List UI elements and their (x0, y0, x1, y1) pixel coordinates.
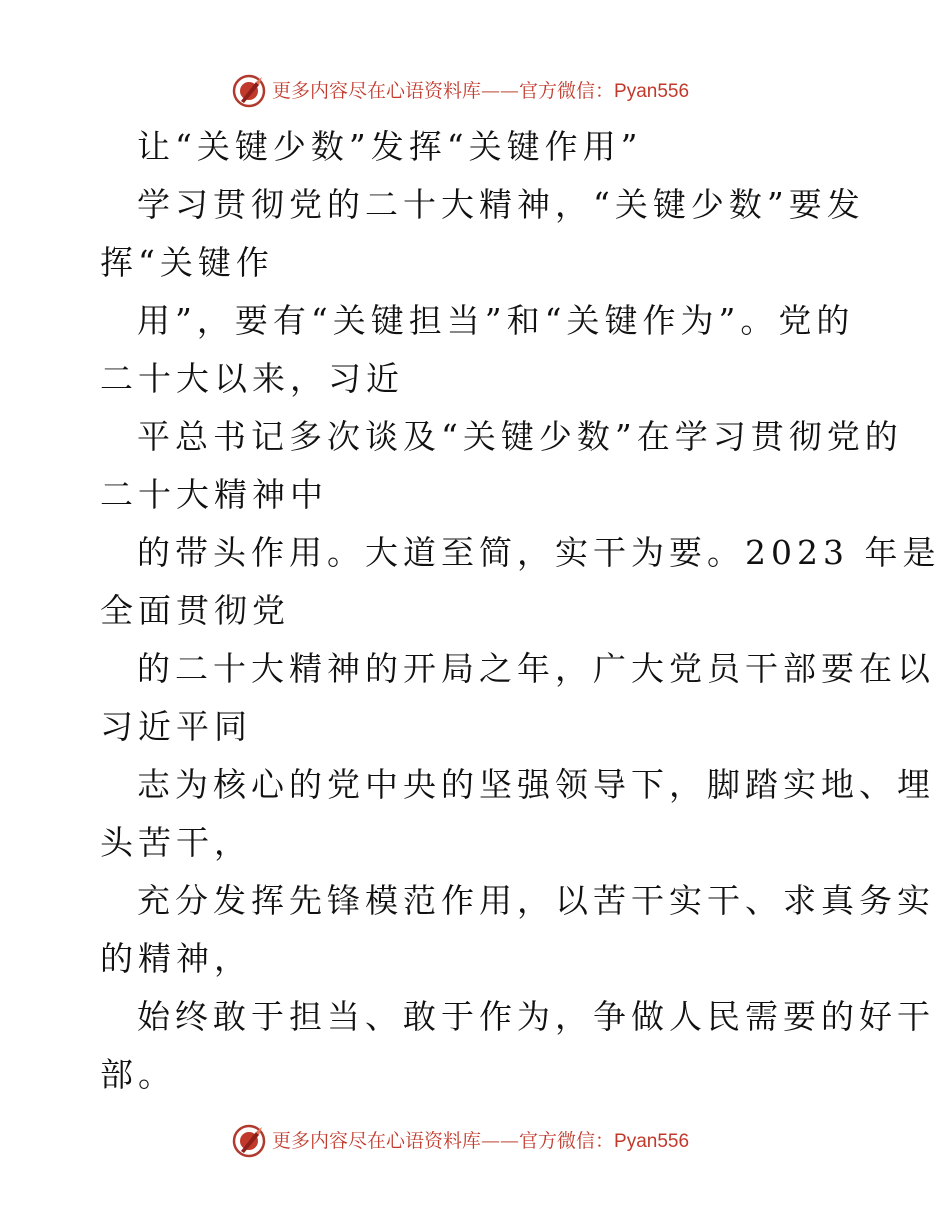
header-banner (0, 72, 950, 112)
paragraph-line: 充分发挥先锋模范作用，以苦干实干、求真务实 (137, 881, 935, 920)
footer-banner (0, 1122, 950, 1162)
paragraph-line: 的精神， (100, 939, 252, 978)
paragraph-line: 志为核心的党中央的坚强领导下，脚踏实地、埋 (137, 765, 935, 804)
paragraph-line: 习近平同 (100, 707, 252, 746)
banner-prefix: 更多内容尽在心语资料库 (272, 80, 482, 102)
wechat-label: 官方微信： (519, 80, 615, 102)
paragraph-line: 始终敢于担当、敢于作为，争做人民需要的好干 (137, 997, 935, 1036)
paragraph-line: 全面贯彻党 (100, 591, 290, 630)
wechat-label: 官方微信： (519, 1130, 615, 1152)
paragraph-line: 用”，要有“关键担当”和“关键作为”。党的 (137, 301, 855, 340)
paragraph-line: 部。 (100, 1055, 176, 1094)
paragraph-line: 的带头作用。大道至简，实干为要。2023 年是 (137, 533, 941, 572)
paragraph-line: 二十大以来，习近 (100, 359, 404, 398)
document-title: 让“关键少数”发挥“关键作用” (137, 127, 643, 166)
banner-prefix: 更多内容尽在心语资料库 (272, 1130, 482, 1152)
quill-pen-circle-icon (232, 74, 266, 108)
banner-text (272, 1129, 689, 1154)
quill-pen-circle-icon (232, 1124, 266, 1158)
paragraph-line: 学习贯彻党的二十大精神，“关键少数”要发 (137, 185, 865, 224)
wechat-id: Pyan556 (614, 1131, 690, 1152)
paragraph-line: 头苦干， (100, 823, 252, 862)
paragraph-line: 挥“关键作 (100, 243, 274, 282)
banner-separator: —— (481, 80, 520, 102)
wechat-id: Pyan556 (614, 81, 690, 102)
paragraph-line: 的二十大精神的开局之年，广大党员干部要在以 (137, 649, 935, 688)
document-body (100, 118, 941, 1104)
paragraph-line: 平总书记多次谈及“关键少数”在学习贯彻党的 (137, 417, 903, 456)
banner-separator: —— (481, 1130, 520, 1152)
paragraph-line: 二十大精神中 (100, 475, 328, 514)
banner-text (272, 79, 689, 104)
